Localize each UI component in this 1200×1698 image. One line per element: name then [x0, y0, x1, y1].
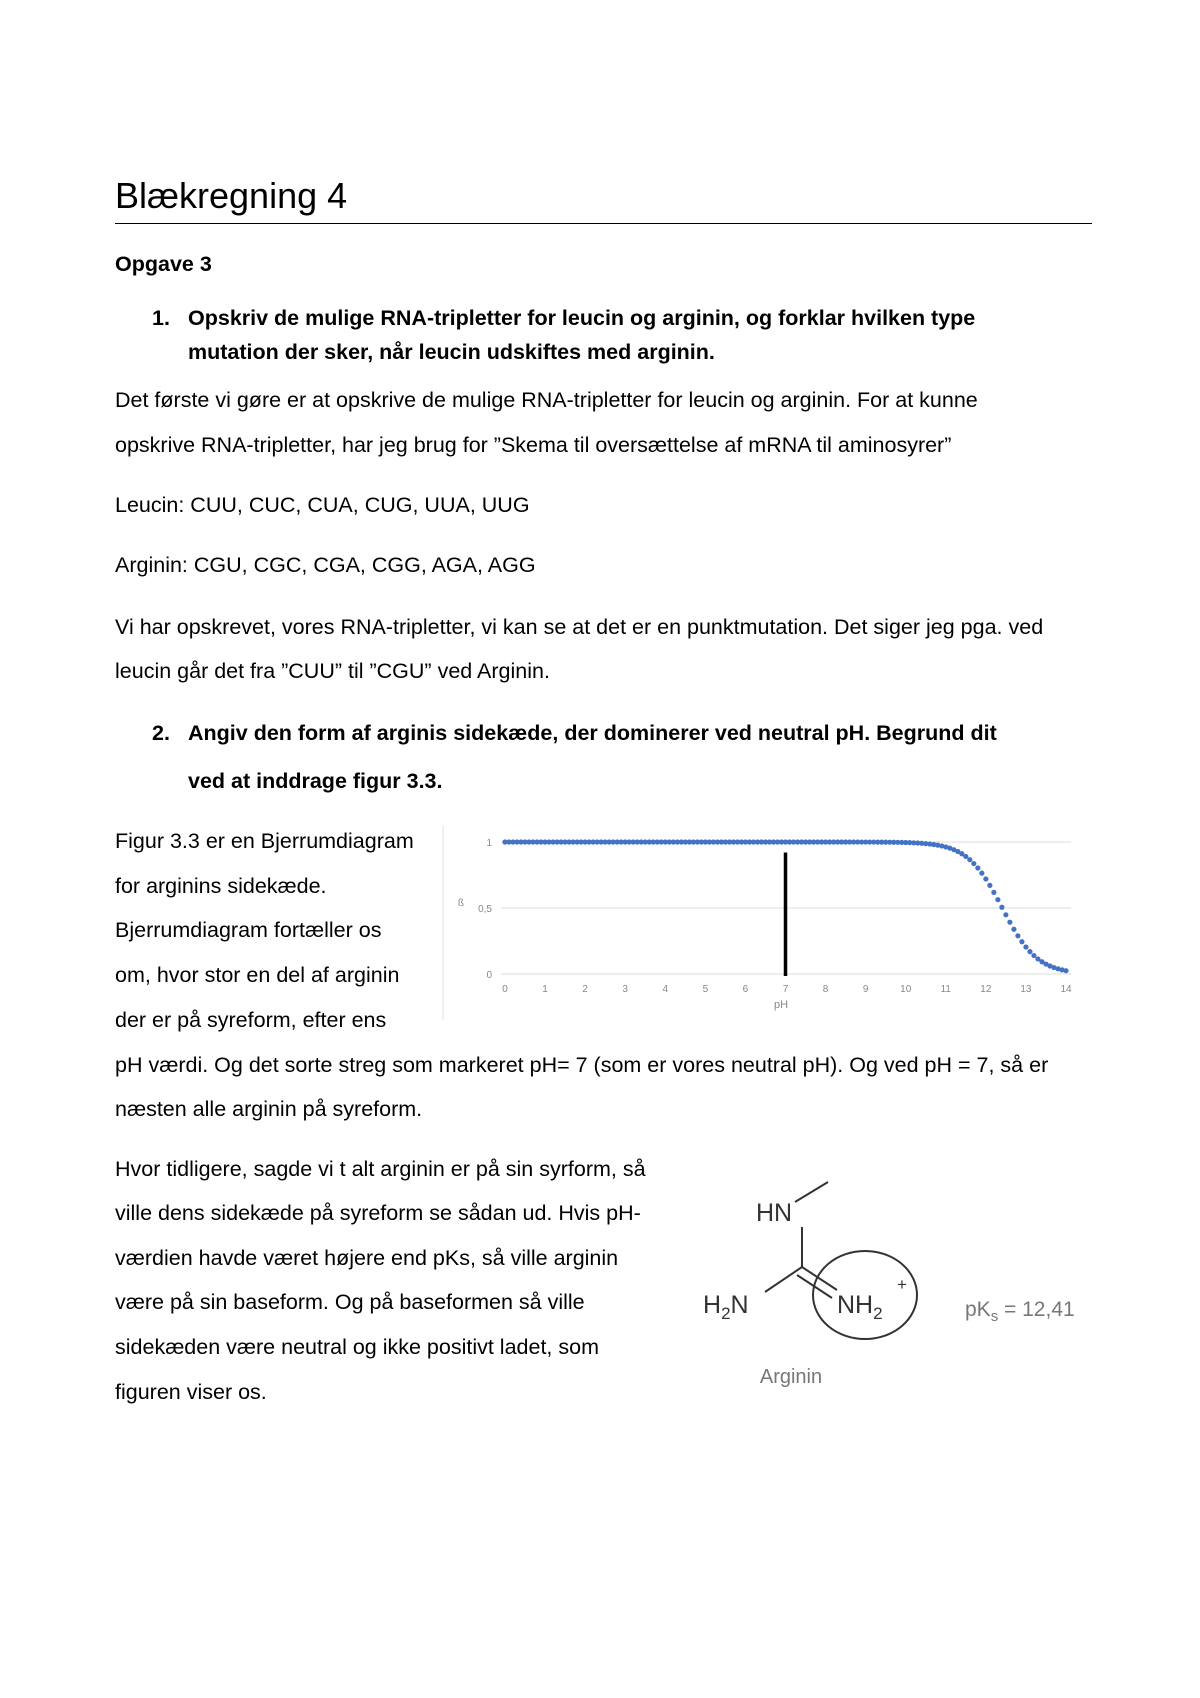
paragraph-3-line-2: for arginins sidekæde. [115, 874, 327, 898]
paragraph-4-line-2: ville dens sidekæde på syreform se sådan ud. Hvis pH- [115, 1201, 641, 1225]
chart-x-tick-label: 7 [782, 984, 789, 995]
leucin-codons: Leucin: CUU, CUC, CUA, CUG, UUA, UUG [115, 493, 530, 517]
double-bond-1 [802, 1267, 837, 1290]
paragraph-4-line-4: være på sin baseform. Og på baseformen så ville [115, 1290, 585, 1314]
chart-data-point [1023, 944, 1028, 949]
chart-x-tick-label: 12 [980, 984, 992, 995]
chart-y-tick-label: 0 [486, 970, 492, 981]
paragraph-4-line-1: Hvor tidligere, sagde vi t alt arginin er på sin syrform, så [115, 1157, 646, 1181]
paragraph-4-line-6: figuren viser os. [115, 1380, 267, 1404]
chart-data-point [975, 865, 980, 870]
title-underline [115, 223, 1092, 224]
chart-data-point [1011, 927, 1016, 932]
paragraph-2-line-1: Vi har opskrevet, vores RNA-tripletter, vi kan se at det er en punktmutation. Det siger jeg pga. ved [115, 615, 1044, 639]
label-hn: HN [755, 1199, 793, 1227]
chart-data-point [967, 857, 972, 862]
chart-data-point [995, 897, 1000, 902]
chart-data-point [999, 905, 1004, 910]
chart-data-point [1063, 968, 1068, 973]
chart-x-label: pH [773, 999, 789, 1011]
chart-data-point [1003, 912, 1008, 917]
chart-x-tick-label: 8 [822, 984, 829, 995]
question-1-number: 1. [152, 306, 170, 330]
chart-x-tick-label: 1 [542, 984, 548, 995]
chart-x-tick-label: 14 [1060, 984, 1072, 995]
paragraph-3-line-5: der er på syreform, efter ens [115, 1008, 387, 1032]
bjerrum-chart [440, 825, 1080, 1020]
chart-y-tick-label: 1 [486, 838, 492, 849]
chart-data-point [987, 883, 992, 888]
bond-carbon-h2n [765, 1267, 802, 1292]
paragraph-2-line-2: leucin går det fra ”CUU” til ”CGU” ved Arginin. [115, 659, 550, 683]
chart-x-tick-label: 0 [502, 984, 508, 995]
chart-data-point [963, 854, 968, 859]
chart-data-point [1015, 933, 1020, 938]
chart-data-point [1027, 949, 1032, 954]
question-2-number: 2. [152, 721, 170, 745]
paragraph-3-line-7: næsten alle arginin på syreform. [115, 1097, 423, 1121]
chart-x-tick-label: 4 [662, 984, 669, 995]
chart-y-tick-label: 0,5 [478, 904, 492, 915]
chart-data-point [983, 876, 988, 881]
chart-data-point [1019, 939, 1024, 944]
question-2-line-2: ved at inddrage figur 3.3. [188, 769, 443, 793]
paragraph-4-line-5: sidekæden være neutral og ikke positivt ladet, som [115, 1335, 599, 1359]
paragraph-3-line-6: pH værdi. Og det sorte streg som markeret pH= 7 (som er vores neutral pH). Og ved pH = 7, så er [115, 1053, 1049, 1077]
paragraph-1-line-1: Det første vi gøre er at opskrive de mulige RNA-tripletter for leucin og arginin. For at kunne [115, 388, 978, 412]
chart-data-point [991, 890, 996, 895]
paragraph-3-line-4: om, hvor stor en del af arginin [115, 963, 400, 987]
chart-x-tick-label: 5 [702, 984, 709, 995]
paragraph-3-line-3: Bjerrumdiagram fortæller os [115, 918, 382, 942]
chart-x-tick-label: 9 [862, 984, 869, 995]
chart-x-tick-label: 10 [900, 984, 912, 995]
arginin-structure [690, 1170, 1100, 1390]
label-nh2-plus: $NH_2$ [837, 1291, 883, 1323]
paragraph-4-line-3: værdien havde været højere end pKs, så ville arginin [115, 1246, 619, 1270]
chart-x-tick-label: 3 [622, 984, 628, 995]
molecule-caption: Arginin [759, 1366, 823, 1388]
chart-x-tick-label: 11 [940, 984, 951, 995]
chart-data-point [971, 861, 976, 866]
chart-y-label-fragment: ß [457, 898, 464, 909]
paragraph-3-line-1: Figur 3.3 er en Bjerrumdiagram [115, 829, 414, 853]
chart-data-point [1007, 920, 1012, 925]
chart-x-tick-label: 6 [742, 984, 749, 995]
section-heading: Opgave 3 [115, 252, 212, 276]
chart-data-point [1031, 953, 1036, 958]
question-1-line-1: Opskriv de mulige RNA-tripletter for leucin og arginin, og forklar hvilken type [188, 306, 976, 330]
chart-x-ticks [502, 984, 1072, 995]
bond-hn-methyl [795, 1182, 828, 1202]
document-title: Blækregning 4 [115, 175, 348, 216]
chart-x-tick-label: 13 [1020, 984, 1032, 995]
paragraph-1-line-2: opskrive RNA-tripletter, har jeg brug for ”Skema til oversættelse af mRNA til aminosyrer” [115, 433, 952, 457]
charge-plus: + [897, 1275, 907, 1294]
question-1-line-2: mutation der sker, når leucin udskiftes med arginin. [188, 340, 715, 364]
arginin-codons: Arginin: CGU, CGC, CGA, CGG, AGA, AGG [115, 553, 536, 577]
chart-y-ticks [478, 838, 492, 981]
chart-x-tick-label: 2 [582, 984, 588, 995]
question-2-line-1: Angiv den form af arginis sidekæde, der dominerer ved neutral pH. Begrund dit [188, 721, 997, 745]
chart-data-point [979, 871, 984, 876]
label-h2n: $H_2N$ [703, 1291, 749, 1323]
pks-value: $pK_s = 12,41$ [965, 1298, 1075, 1325]
